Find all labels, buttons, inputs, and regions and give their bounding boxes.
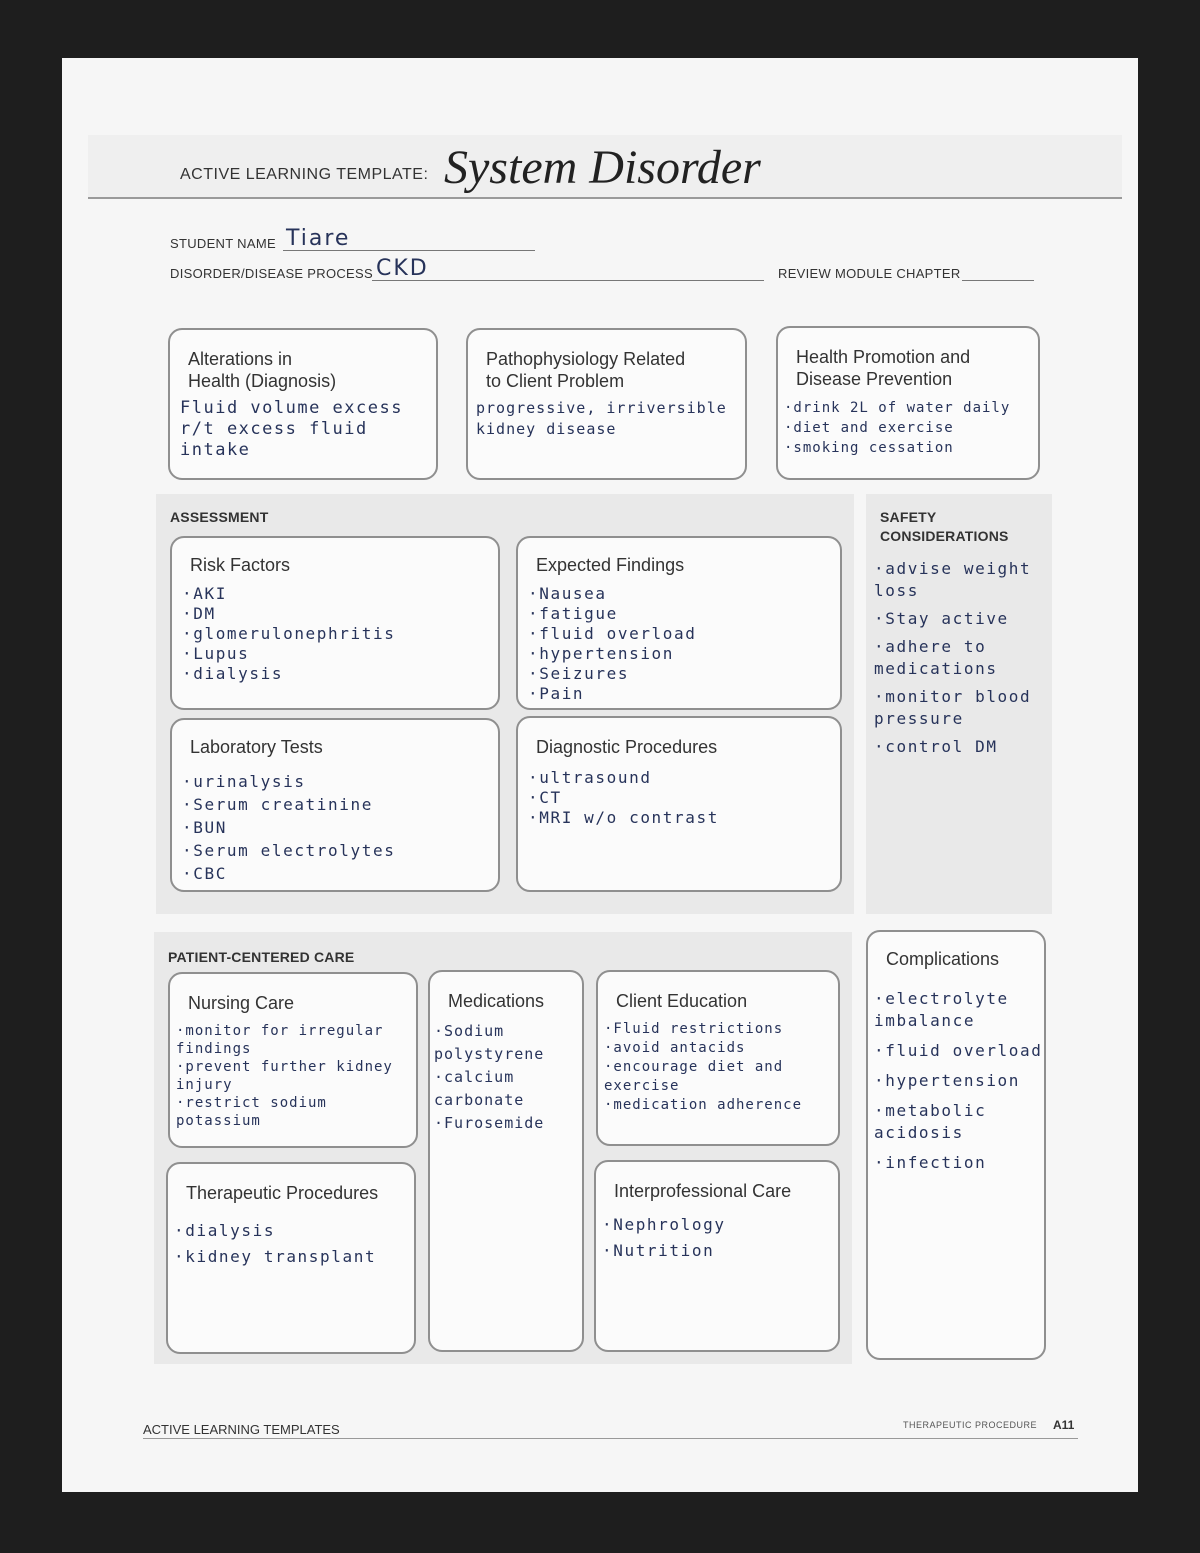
list-item: ·fluid overload: [528, 624, 697, 643]
list-item: ·hypertension: [528, 644, 675, 663]
laboratory-tests-list: [182, 770, 395, 885]
complications-title: Complications: [886, 949, 1000, 969]
list-item: ·DM: [182, 604, 216, 623]
diagnostic-procedures-list: [528, 768, 719, 828]
list-item: ·Nausea: [528, 584, 607, 603]
list-item: ·fatigue: [528, 604, 618, 623]
pathophysiology-title: Pathophysiology Related to Client Problem: [486, 349, 686, 391]
client-education-title: Client Education: [616, 991, 748, 1011]
list-item: ·Serum creatinine: [182, 795, 373, 814]
laboratory-tests-title: Laboratory Tests: [190, 737, 323, 757]
list-item: ·MRI w/o contrast: [528, 808, 719, 827]
list-item: ·Seizures: [528, 664, 630, 683]
list-item: ·monitor blood pressure: [874, 687, 1032, 728]
list-item: ·advise weight loss: [874, 559, 1032, 600]
expected-findings-list: [528, 584, 697, 704]
list-item: ·Furosemide: [434, 1114, 545, 1132]
list-item: ·Sodium polystyrene: [434, 1022, 545, 1063]
complications-list: [874, 988, 1044, 1182]
list-item: ·Stay active: [874, 609, 1009, 628]
expected-findings-box: [516, 536, 842, 710]
health-promotion-box: [776, 326, 1040, 480]
list-item: ·BUN: [182, 818, 227, 837]
footer-left-label: ACTIVE LEARNING TEMPLATES: [143, 1422, 340, 1437]
safety-list: [874, 558, 1050, 764]
list-item: ·dialysis: [182, 664, 284, 683]
disorder-line: [372, 280, 764, 281]
therapeutic-procedures-list: [174, 1218, 414, 1270]
diagnostic-procedures-title: Diagnostic Procedures: [536, 737, 718, 757]
health-promotion-list: [784, 398, 1038, 458]
footer-right-label: THERAPEUTIC PROCEDURE: [903, 1420, 1038, 1430]
therapeutic-procedures-box: [166, 1162, 416, 1354]
risk-factors-list: [182, 584, 395, 684]
medications-box: [428, 970, 584, 1352]
footer-rule: [143, 1438, 1078, 1439]
alterations-box: [168, 328, 438, 480]
list-item: ·Nutrition: [602, 1241, 715, 1260]
list-item: ·Nephrology: [602, 1215, 726, 1234]
laboratory-tests-box: [170, 718, 500, 892]
disorder-field[interactable]: CKD: [376, 256, 429, 281]
diagnostic-procedures-box: [516, 716, 842, 892]
nursing-care-box: [168, 972, 418, 1148]
list-item: ·Pain: [528, 684, 585, 703]
client-education-box: [596, 970, 840, 1146]
interprofessional-care-list: [602, 1212, 838, 1264]
list-item: ·avoid antacids: [604, 1040, 746, 1056]
list-item: ·dialysis: [174, 1221, 276, 1240]
interprofessional-care-box: [594, 1160, 840, 1352]
patient-centered-label: PATIENT-CENTERED CARE: [168, 949, 355, 965]
list-item: ·glomerulonephritis: [182, 624, 396, 643]
risk-factors-title: Risk Factors: [190, 555, 291, 575]
medications-list: [434, 1020, 582, 1135]
disorder-label: DISORDER/DISEASE PROCESS: [170, 266, 373, 281]
list-item: ·drink 2L of water daily: [784, 400, 1011, 416]
list-item: ·prevent further kidney injury: [176, 1059, 393, 1093]
list-item: ·CBC: [182, 864, 227, 883]
nursing-care-list: [176, 1022, 416, 1130]
alterations-title: Alterations in Health (Diagnosis): [188, 349, 337, 391]
student-name-label: STUDENT NAME: [170, 236, 276, 251]
review-chapter-line: [962, 280, 1034, 281]
list-item: ·restrict sodium potassium: [176, 1095, 327, 1129]
list-item: ·CT: [528, 788, 562, 807]
list-item: ·Fluid restrictions: [604, 1021, 784, 1037]
list-item: ·kidney transplant: [174, 1247, 377, 1266]
interprofessional-care-title: Interprofessional Care: [614, 1181, 792, 1201]
complications-box: [866, 930, 1046, 1360]
list-item: ·Serum electrolytes: [182, 841, 396, 860]
pathophysiology-text: progressive, irriversible kidney disease: [476, 399, 727, 438]
list-item: ·metabolic acidosis: [874, 1101, 987, 1142]
student-name-field[interactable]: Tiare: [286, 226, 351, 251]
review-chapter-label: REVIEW MODULE CHAPTER: [778, 266, 961, 281]
page-number: A11: [1053, 1418, 1075, 1432]
list-item: ·infection: [874, 1153, 987, 1172]
list-item: ·urinalysis: [182, 772, 306, 791]
list-item: ·diet and exercise: [784, 420, 954, 436]
therapeutic-procedures-title: Therapeutic Procedures: [186, 1183, 379, 1203]
list-item: ·hypertension: [874, 1071, 1021, 1090]
pathophysiology-box: [466, 328, 747, 480]
nursing-care-title: Nursing Care: [188, 993, 295, 1013]
medications-title: Medications: [448, 991, 545, 1011]
safety-label: SAFETY CONSIDERATIONS: [880, 509, 1009, 544]
list-item: ·medication adherence: [604, 1097, 803, 1113]
page-title: System Disorder: [444, 141, 761, 194]
list-item: ·fluid overload: [874, 1041, 1043, 1060]
risk-factors-box: [170, 536, 500, 710]
list-item: ·adhere to medications: [874, 637, 998, 678]
list-item: ·calcium carbonate: [434, 1068, 525, 1109]
list-item: ·control DM: [874, 737, 998, 756]
expected-findings-title: Expected Findings: [536, 555, 685, 575]
list-item: ·electrolyte imbalance: [874, 989, 1009, 1030]
alterations-text: Fluid volume excess r/t excess fluid intake: [180, 398, 403, 460]
list-item: ·Lupus: [182, 644, 250, 663]
list-item: ·encourage diet and exercise: [604, 1059, 784, 1094]
template-label: ACTIVE LEARNING TEMPLATE:: [180, 166, 429, 183]
list-item: ·smoking cessation: [784, 440, 954, 456]
assessment-label: ASSESSMENT: [170, 509, 269, 525]
client-education-list: [604, 1020, 840, 1115]
list-item: ·ultrasound: [528, 768, 652, 787]
health-promotion-title: Health Promotion and Disease Prevention: [796, 347, 971, 389]
list-item: ·monitor for irregular findings: [176, 1023, 384, 1057]
list-item: ·AKI: [182, 584, 227, 603]
